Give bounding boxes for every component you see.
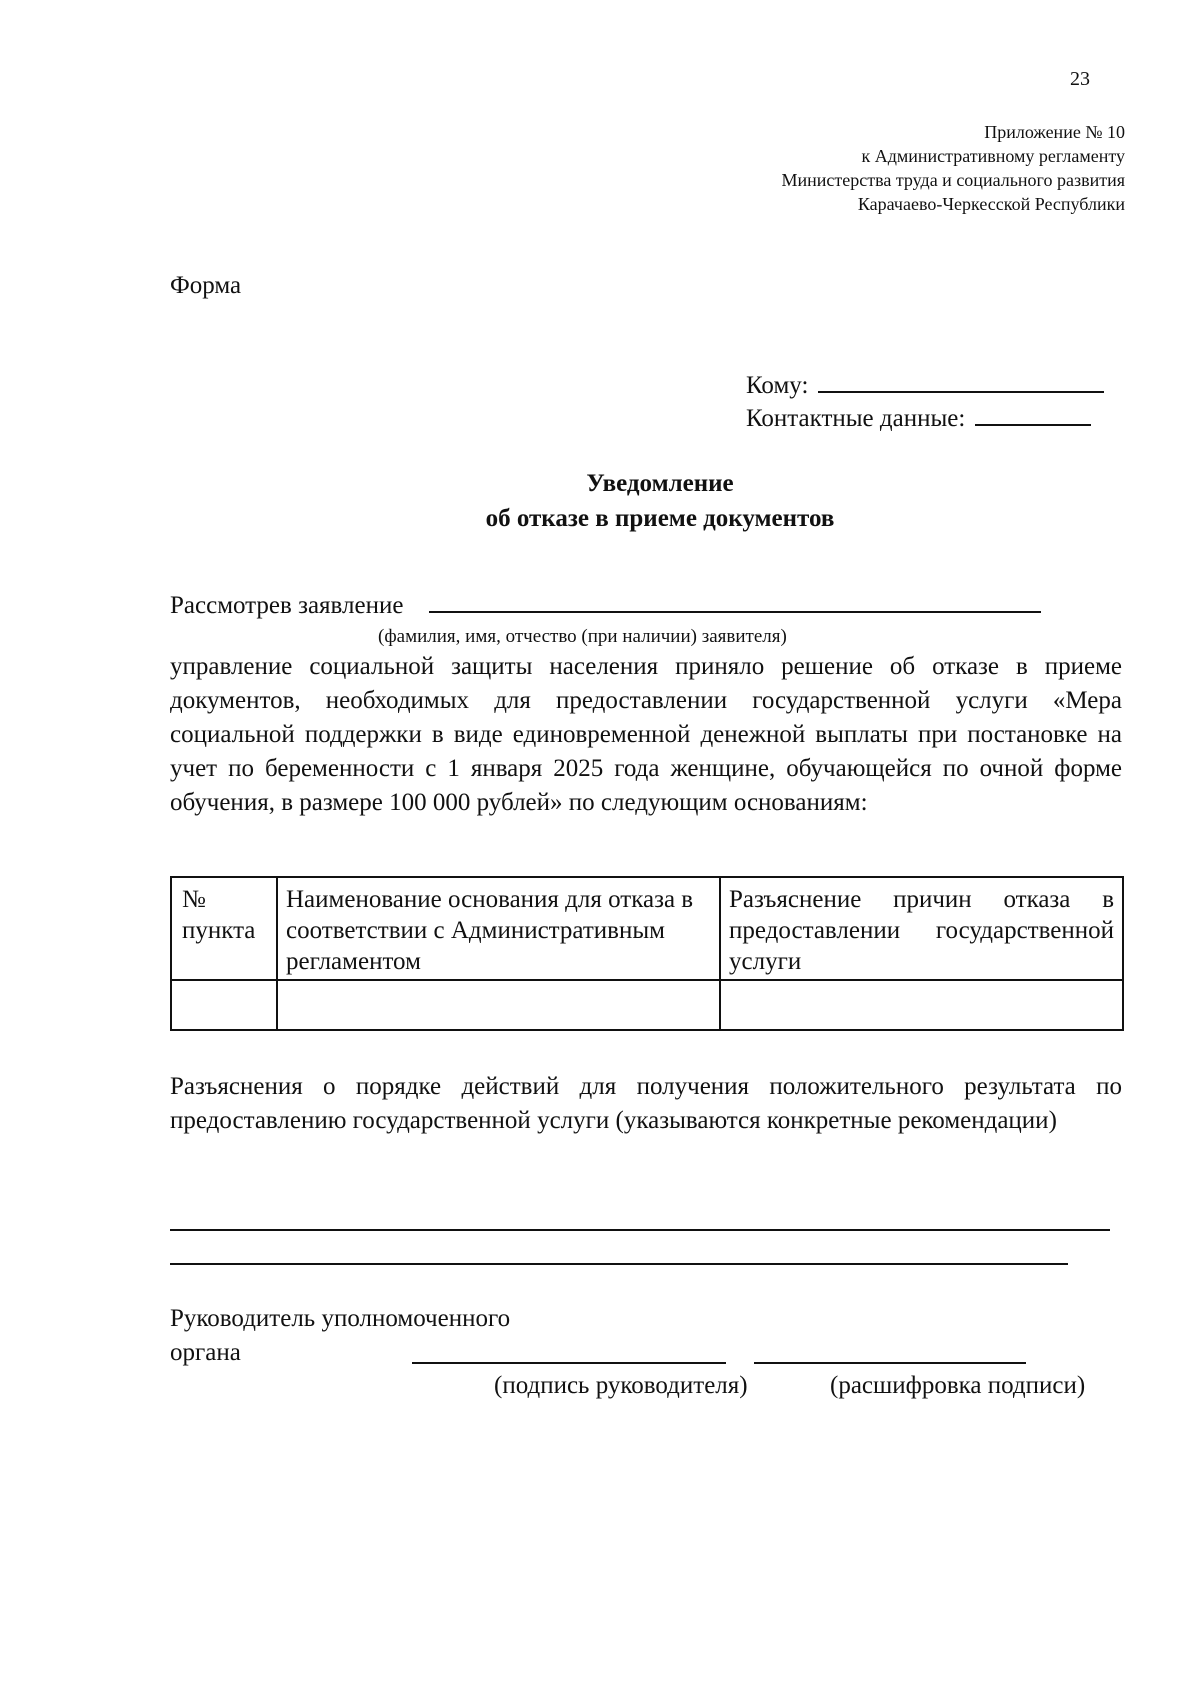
column-header-number: № пункта bbox=[171, 877, 277, 980]
signer-line: органа bbox=[170, 1339, 241, 1366]
applicant-name-hint: (фамилия, имя, отчество (при наличии) заявителя) bbox=[378, 626, 787, 647]
document-title bbox=[430, 466, 890, 536]
table-cell[interactable] bbox=[720, 980, 1123, 1030]
review-label: Рассмотрев заявление bbox=[170, 592, 404, 619]
recipient-to-field[interactable] bbox=[818, 390, 1104, 393]
refusal-reasons-table bbox=[170, 876, 1124, 1031]
recipient-to-label: Кому: bbox=[746, 372, 809, 399]
signature-decoding-caption: (расшифровка подписи) bbox=[830, 1372, 1086, 1399]
title-line: Уведомление bbox=[586, 470, 734, 497]
appendix-line: Приложение № 10 bbox=[984, 122, 1125, 142]
title-line: об отказе в приеме документов bbox=[485, 505, 835, 532]
recipient-contacts-label: Контактные данные: bbox=[746, 405, 966, 432]
appendix-line: к Административному регламенту bbox=[861, 146, 1125, 166]
guidance-paragraph: Разъяснения о порядке действий для получения положительного результата по предоставлению государственной услуги (указываются конкретные рекомендации) bbox=[170, 1073, 1122, 1134]
appendix-line: Карачаево-Черкесской Республики bbox=[857, 194, 1125, 214]
signature-decoding-field[interactable] bbox=[754, 1362, 1026, 1364]
appendix-line: Министерства труда и социального развития bbox=[781, 170, 1125, 190]
recommendations-line[interactable] bbox=[170, 1229, 1110, 1231]
signer-line: Руководитель уполномоченного bbox=[170, 1305, 511, 1332]
page-number: 23 bbox=[1070, 68, 1090, 90]
recommendations-line[interactable] bbox=[170, 1263, 1068, 1265]
form-label: Форма bbox=[170, 272, 242, 299]
applicant-name-field[interactable] bbox=[429, 610, 1041, 613]
signature-field[interactable] bbox=[412, 1362, 726, 1364]
column-header-explanation: Разъяснение причин отказа в предоставлении государственной услуги bbox=[720, 877, 1123, 980]
recipient-to-row bbox=[746, 369, 1104, 402]
body-paragraph: управление социальной защиты населения приняло решение об отказе в приеме документов, необходимых для предоставлении государственной услуги «Мера социальной поддержки в виде единовременной денежной выплаты при постановке на учет по беременности с 1 января 2025 года женщине, обучающейся по очной форме обучения, в размере 100 000 рублей» по следующим основаниям: bbox=[170, 653, 1122, 816]
column-header-reason: Наименование основания для отказа в соответствии с Административным регламентом bbox=[277, 877, 720, 980]
recipient-block bbox=[746, 369, 1104, 435]
review-row bbox=[170, 592, 1041, 620]
recipient-contacts-row bbox=[746, 402, 1104, 435]
table-header-row bbox=[171, 877, 1123, 980]
signer-title bbox=[170, 1302, 510, 1370]
recipient-contacts-field[interactable] bbox=[975, 423, 1091, 426]
table-cell[interactable] bbox=[277, 980, 720, 1030]
table-cell[interactable] bbox=[171, 980, 277, 1030]
table-row bbox=[171, 980, 1123, 1030]
appendix-header bbox=[781, 120, 1125, 216]
signature-caption: (подпись руководителя) bbox=[494, 1372, 748, 1399]
